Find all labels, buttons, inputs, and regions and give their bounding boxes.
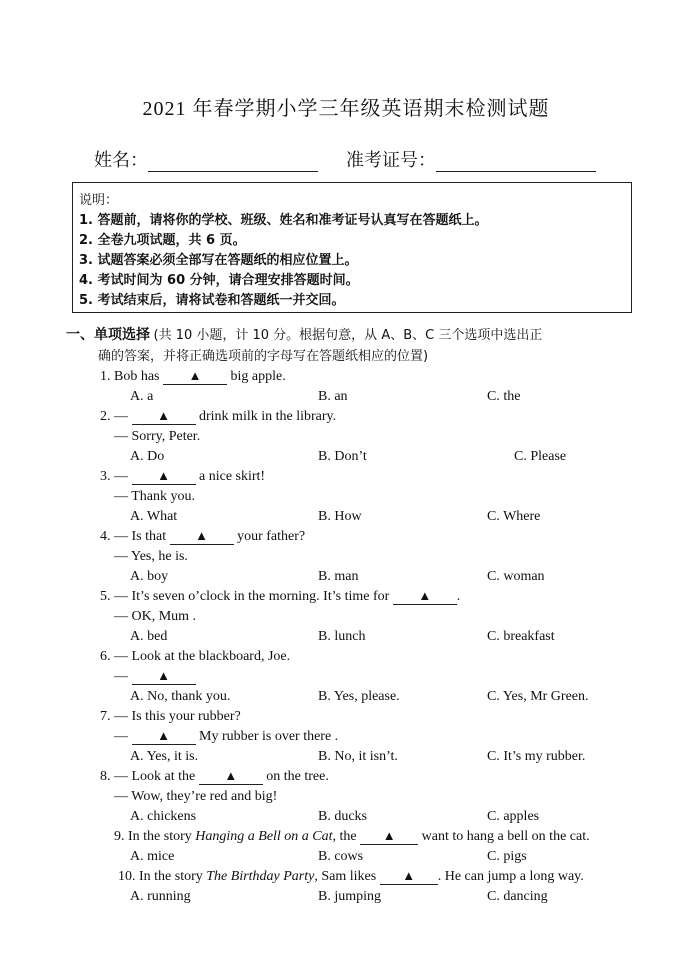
question-text: want to hang a bell on the cat. xyxy=(421,829,590,844)
option-c: C. Yes, Mr Green. xyxy=(487,689,589,704)
option-a: A. Yes, it is. xyxy=(130,749,199,764)
instruction-item: 5. 考试结束后，请将试卷和答题纸一并交回。 xyxy=(79,293,345,308)
question-4 xyxy=(100,528,305,546)
exam-id-field xyxy=(346,146,596,172)
question-text: — xyxy=(114,669,128,684)
question-text: — xyxy=(114,729,128,744)
answer-blank xyxy=(132,728,196,745)
exam-id-label: 准考证号： xyxy=(346,150,436,171)
question-text: 3. — xyxy=(100,469,128,484)
triangle-icon: ▲ xyxy=(157,408,170,423)
option-c: C. pigs xyxy=(487,849,527,864)
triangle-icon: ▲ xyxy=(157,728,170,743)
story-title: Hanging a Bell on a Cat xyxy=(195,829,333,844)
answer-blank xyxy=(132,408,196,425)
triangle-icon: ▲ xyxy=(382,828,396,843)
section-heading xyxy=(66,325,636,367)
question-reply: — Wow, they’re red and big! xyxy=(114,789,278,804)
option-a: A. running xyxy=(130,889,191,904)
question-text: on the tree. xyxy=(266,769,329,784)
option-b: B. No, it isn’t. xyxy=(318,749,398,764)
question-3 xyxy=(100,468,265,486)
section-description-cont: 确的答案，并将正确选项前的字母写在答题纸相应的位置) xyxy=(98,349,429,364)
option-c: C. breakfast xyxy=(487,629,555,644)
instructions-heading: 说明： xyxy=(79,193,119,208)
question-reply: — Sorry, Peter. xyxy=(114,429,201,444)
question-text: your father? xyxy=(237,529,306,544)
triangle-icon: ▲ xyxy=(188,368,202,383)
question-text: 2. — xyxy=(100,409,128,424)
triangle-icon: ▲ xyxy=(157,468,170,483)
option-b: B. Don’t xyxy=(318,449,367,464)
question-text: 5. — It’s seven o’clock in the morning. It’s time for xyxy=(100,589,390,604)
option-b: B. jumping xyxy=(318,889,382,904)
option-c: C. It’s my rubber. xyxy=(487,749,586,764)
answer-blank xyxy=(393,588,457,605)
question-text: a nice skirt! xyxy=(199,469,266,484)
question-8 xyxy=(100,768,329,786)
question-6-reply xyxy=(114,668,196,686)
instructions-box xyxy=(72,182,632,313)
option-a: A. boy xyxy=(130,569,169,584)
triangle-icon: ▲ xyxy=(402,868,416,883)
instruction-item: 3. 试题答案必须全部写在答题纸的相应位置上。 xyxy=(79,253,358,268)
question-9 xyxy=(114,828,590,846)
question-text: My rubber is over there . xyxy=(199,729,339,744)
option-b: B. cows xyxy=(318,849,364,864)
option-b: B. How xyxy=(318,509,362,524)
instruction-item: 1. 答题前，请将你的学校、班级、姓名和准考证号认真写在答题纸上。 xyxy=(79,213,488,228)
question-text: 10. In the story xyxy=(118,869,203,884)
question-reply: — Thank you. xyxy=(114,489,196,504)
question-2 xyxy=(100,408,336,426)
option-a: A. a xyxy=(130,389,154,404)
option-a: A. What xyxy=(130,509,178,524)
question-text: drink milk in the library. xyxy=(199,409,337,424)
question-text: 4. — Is that xyxy=(100,529,167,544)
question-text: , Sam likes xyxy=(314,869,377,884)
triangle-icon: ▲ xyxy=(418,588,432,603)
question-7-reply xyxy=(114,728,338,746)
option-a: A. bed xyxy=(130,629,168,644)
instruction-item: 2. 全卷九项试题，共 6 页。 xyxy=(79,233,246,248)
option-b: B. lunch xyxy=(318,629,366,644)
answer-blank xyxy=(199,768,263,785)
option-c: C. dancing xyxy=(487,889,548,904)
option-c: C. Where xyxy=(487,509,541,524)
question-text: 9. In the story xyxy=(114,829,192,844)
instruction-item: 4. 考试时间为 60 分钟，请合理安排答题时间。 xyxy=(79,273,359,288)
option-c: C. the xyxy=(487,389,521,404)
option-b: B. Yes, please. xyxy=(318,689,400,704)
question-reply: — Yes, he is. xyxy=(114,549,188,564)
answer-blank xyxy=(380,868,438,885)
question-text: 1. Bob has xyxy=(100,369,160,384)
section-title: 单项选择 xyxy=(94,327,150,343)
question-text: . xyxy=(456,589,461,604)
option-c: C. woman xyxy=(487,569,545,584)
question-1 xyxy=(100,368,286,386)
section-number: 一、 xyxy=(66,327,94,343)
triangle-icon: ▲ xyxy=(224,768,238,783)
question-7: 7. — Is this your rubber? xyxy=(100,709,241,724)
question-text: 8. — Look at the xyxy=(100,769,196,784)
option-a: A. Do xyxy=(130,449,165,464)
option-b: B. ducks xyxy=(318,809,367,824)
question-text: big apple. xyxy=(230,369,286,384)
question-text: . He can jump a long way. xyxy=(437,869,584,884)
option-a: A. mice xyxy=(130,849,175,864)
name-label: 姓名： xyxy=(94,150,148,171)
answer-blank xyxy=(170,528,234,545)
question-text: , the xyxy=(332,829,357,844)
option-b: B. an xyxy=(318,389,348,404)
option-c: C. Please xyxy=(514,449,567,464)
name-blank xyxy=(148,153,318,172)
question-5 xyxy=(100,588,460,606)
answer-blank xyxy=(132,468,196,485)
option-c: C. apples xyxy=(487,809,540,824)
question-reply: — OK, Mum . xyxy=(114,609,197,624)
triangle-icon: ▲ xyxy=(195,528,209,543)
answer-blank xyxy=(163,368,227,385)
page-title: 2021 年春学期小学三年级英语期末检测试题 xyxy=(142,98,550,120)
option-b: B. man xyxy=(318,569,359,584)
option-a: A. chickens xyxy=(130,809,197,824)
answer-blank xyxy=(360,828,418,845)
name-field xyxy=(94,146,318,172)
option-a: A. No, thank you. xyxy=(130,689,231,704)
question-10 xyxy=(118,868,584,886)
section-description: (共 10 小题，计 10 分。根据句意，从 A、B、C 三个选项中选出正 xyxy=(153,328,543,343)
answer-blank xyxy=(132,668,196,685)
exam-id-blank xyxy=(436,153,596,172)
story-title: The Birthday Party xyxy=(206,869,315,884)
triangle-icon: ▲ xyxy=(157,668,170,683)
question-6: 6. — Look at the blackboard, Joe. xyxy=(100,649,291,664)
